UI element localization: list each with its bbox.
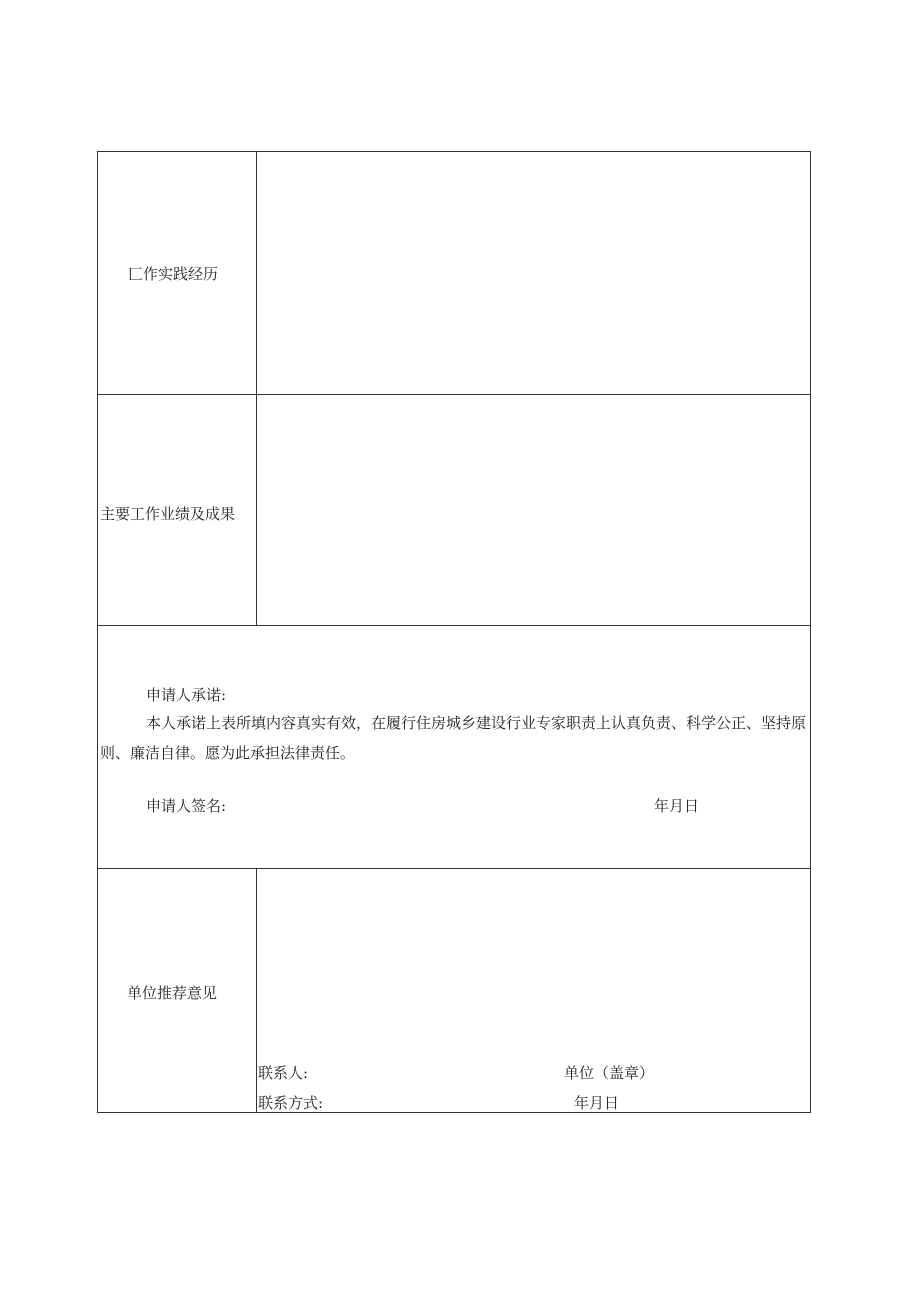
row-divider bbox=[98, 868, 810, 869]
signature-label: 申请人签名: bbox=[146, 797, 227, 815]
achievements-label: 主要工作业绩及成果 bbox=[100, 505, 236, 523]
commitment-date-label: 年月日 bbox=[654, 797, 700, 815]
achievements-field[interactable] bbox=[258, 396, 810, 624]
contact-method-label: 联系方式: bbox=[258, 1094, 324, 1112]
column-divider bbox=[256, 868, 257, 1112]
row-divider bbox=[98, 394, 810, 395]
unit-seal-label: 单位（盖章） bbox=[564, 1064, 655, 1082]
signature-field[interactable] bbox=[246, 794, 626, 818]
commitment-body: 本人承诺上表所填内容真实有效，在履行住房城乡建设行业专家职责上认真负责、科学公正、坚持原则、廉洁自律。愿为此承担法律责任。 bbox=[100, 714, 807, 762]
recommendation-date-label: 年月日 bbox=[574, 1094, 620, 1112]
contact-person-label: 联系人: bbox=[258, 1064, 309, 1082]
row-divider bbox=[98, 625, 810, 626]
recommendation-field[interactable] bbox=[258, 870, 810, 1050]
work-experience-field[interactable] bbox=[258, 153, 810, 393]
application-form-table bbox=[97, 151, 811, 1113]
commitment-heading: 申请人承诺: bbox=[146, 686, 227, 704]
recommendation-label: 单位推荐意见 bbox=[127, 984, 218, 1002]
work-experience-label: 匚作实践经历 bbox=[128, 265, 219, 283]
column-divider bbox=[256, 152, 257, 625]
